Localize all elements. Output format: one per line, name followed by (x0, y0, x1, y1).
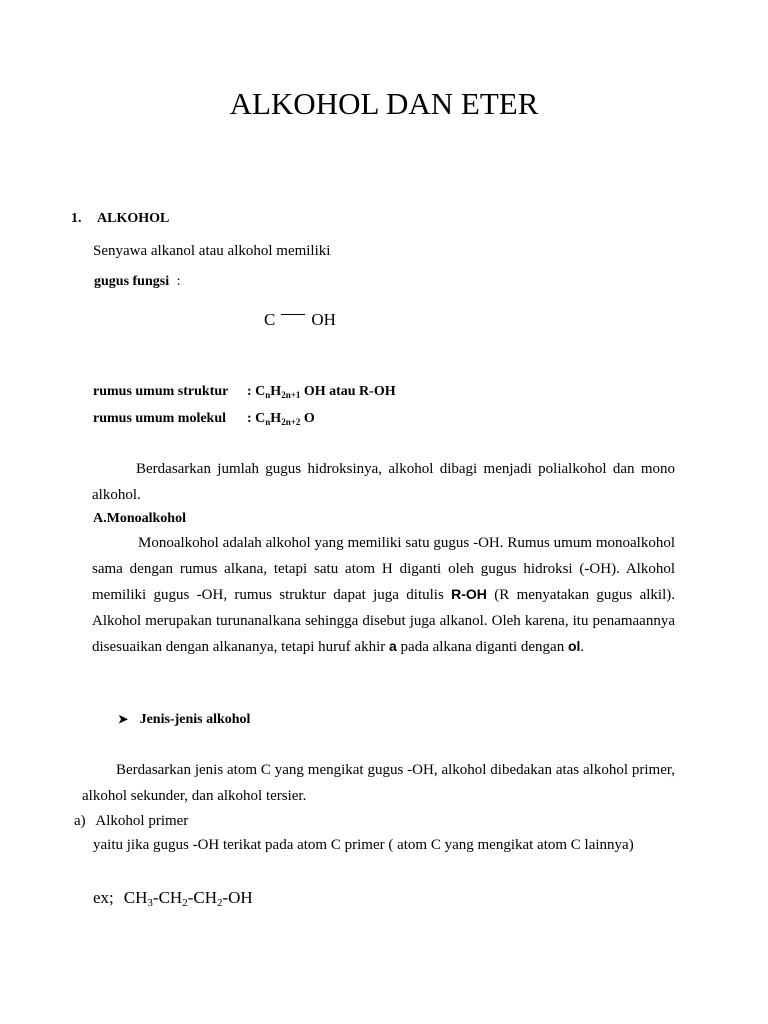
rumus-struktur-tail: OH atau R-OH (300, 384, 396, 399)
rumus-molekul-n: n (265, 417, 271, 427)
paragraph-jenis (82, 758, 675, 809)
roh-bold: R-OH (451, 586, 487, 602)
ol-bold: ol (567, 638, 581, 654)
rumus-struktur-h: H (270, 384, 282, 399)
monoalkohol-text-1: Monoalkohol adalah alkohol yang memiliki satu gugus -OH. Rumus umum monoalkohol sama dengan rumus alkana, tetapi satu atom H diganti oleh gugus hidroksi (-OH). Alkohol memiliki gugus -OH, rumus struktur dapat juga ditulis (92, 535, 675, 603)
section-title: ALKOHOL (97, 211, 170, 226)
monoalkohol-text-3: pada alkana diganti dengan (396, 639, 568, 655)
rumus-struktur-line (93, 384, 396, 400)
rumus-molekul-label: rumus umum molekul (93, 411, 227, 426)
bullet-jenis (118, 712, 250, 728)
rumus-struktur-label: rumus umum struktur (93, 384, 229, 399)
formula-sub-2a: 2 (182, 897, 188, 909)
intro-text: Senyawa alkanol atau alkohol memiliki (93, 243, 331, 259)
formula-sub-3: 3 (147, 897, 153, 909)
gugus-line (94, 274, 180, 290)
letter-a-bold: a (388, 638, 397, 654)
carbon-atom: C (264, 310, 276, 329)
rumus-molekul-c: : C (247, 411, 266, 426)
single-bond (281, 314, 305, 315)
item-a-label: Alkohol primer (95, 813, 189, 829)
rumus-molekul-sub: 2n+2 (281, 417, 301, 427)
item-a-description: yaitu jika gugus -OH terikat pada atom C primer ( atom C yang mengikat atom C lainnya) (93, 837, 634, 853)
section-heading (71, 211, 169, 227)
rumus-molekul-line (93, 411, 315, 427)
paragraph-jenis-text: Berdasarkan jenis atom C yang mengikat gugus -OH, alkohol dibedakan atas alkohol primer, alkohol sekunder, dan alkohol tersier. (82, 762, 675, 804)
formula-ch2-b: -CH (187, 888, 217, 907)
gugus-colon: : (176, 274, 181, 289)
example-prefix: ex; (93, 888, 114, 907)
bullet-label: Jenis-jenis alkohol (139, 712, 251, 727)
formula-sub-2b: 2 (216, 897, 223, 909)
rumus-struktur-sub: 2n+1 (281, 390, 301, 400)
hydroxyl-group: OH (311, 310, 336, 329)
functional-group-structure (264, 310, 336, 330)
formula-ch3: CH (123, 888, 148, 907)
item-a (74, 813, 188, 830)
section-number: 1. (71, 211, 82, 226)
rumus-struktur-c: : C (247, 384, 266, 399)
example-formula (93, 888, 253, 908)
item-a-marker: a) (74, 813, 86, 829)
monoalkohol-text-4: . (580, 639, 585, 655)
formula-ch2-a: -CH (152, 888, 183, 907)
rumus-molekul-tail: O (300, 411, 315, 426)
formula-oh: -OH (222, 888, 253, 907)
monoalkohol-text-2: (R menyatakan gugus alkil). Alkohol merupakan turunanalkana sehingga disebut juga alkanol. Oleh karena, itu penamaannya disesuaikan dengan alkananya, tetapi huruf akhir (92, 587, 676, 655)
paragraph-monoalkohol (92, 531, 675, 661)
rumus-struktur-n: n (265, 390, 271, 400)
gugus-label: gugus fungsi (94, 274, 170, 289)
subheading-monoalkohol: A.Monoalkohol (93, 511, 186, 526)
paragraph-classification-text: Berdasarkan jumlah gugus hidroksinya, alkohol dibagi menjadi polialkohol dan mono alkohol. (92, 461, 675, 503)
paragraph-classification (92, 457, 675, 508)
page-title: ALKOHOL DAN ETER (229, 86, 539, 121)
rumus-molekul-h: H (270, 411, 282, 426)
arrow-bullet-icon: ➤ (118, 712, 129, 726)
